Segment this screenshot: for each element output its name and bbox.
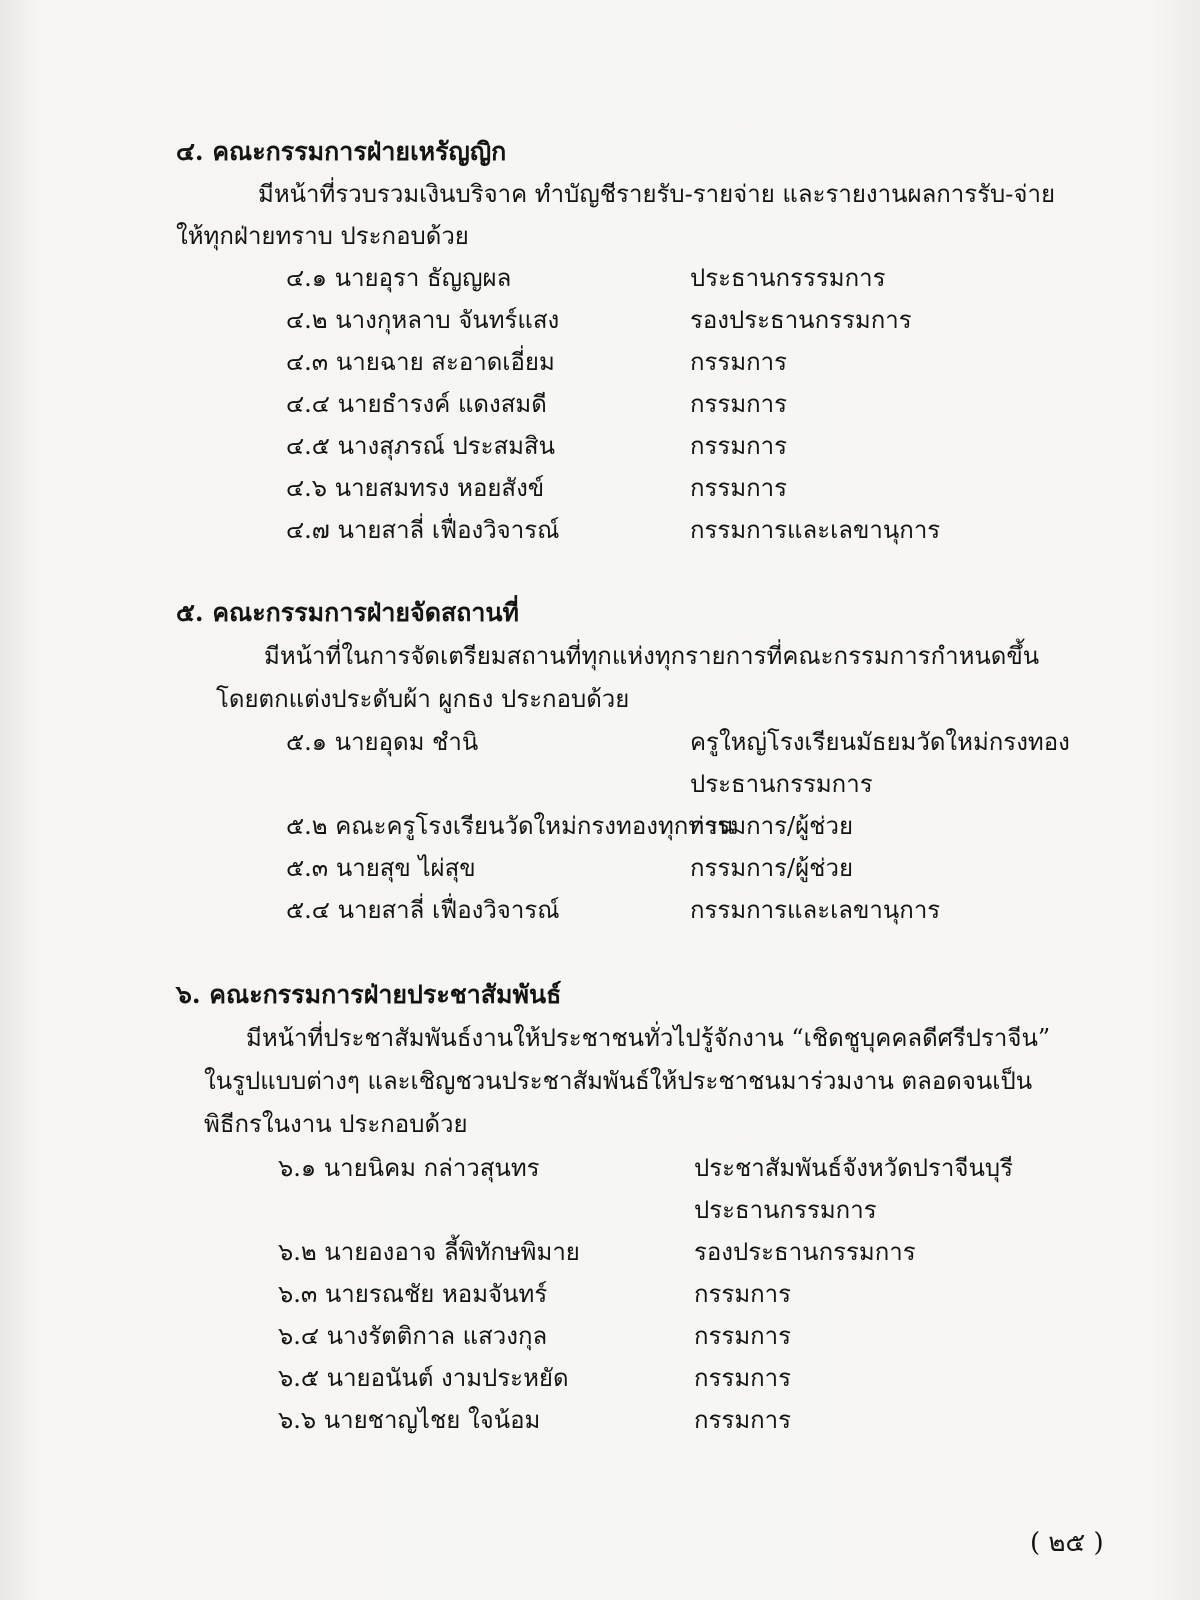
member-role: กรรมการ bbox=[690, 348, 788, 376]
member-name: ๖.๕ นายอนันต์ งามประหยัด bbox=[278, 1364, 569, 1392]
member-role: กรรมการ/ผู้ช่วย bbox=[690, 812, 854, 840]
member-name: ๖.๑ นายนิคม กล่าวสุนทร bbox=[278, 1154, 540, 1182]
member-name: ๖.๔ นางรัตติกาล แสวงกุล bbox=[278, 1322, 548, 1350]
member-name: ๖.๖ นายชาญไชย ใจน้อม bbox=[278, 1406, 541, 1434]
member-role: กรรมการ bbox=[694, 1364, 792, 1392]
member-role: ประธานกรรรมการ bbox=[690, 264, 886, 292]
section-6-heading: ๖. คณะกรรมการฝ่ายประชาสัมพันธ์ bbox=[176, 980, 562, 1009]
page-number: ( ๒๕ ) bbox=[1030, 1528, 1104, 1558]
member-role: กรรมการ bbox=[694, 1322, 792, 1350]
member-name: ๔.๔ นายธำรงค์ แดงสมดี bbox=[286, 390, 547, 418]
member-role: รองประธานกรรมการ bbox=[690, 306, 912, 334]
member-role-secondary: ประธานกรรมการ bbox=[690, 770, 873, 798]
member-name: ๕.๑ นายอุดม ชำนิ bbox=[286, 728, 479, 756]
section-4-member-row bbox=[0, 468, 1200, 508]
member-role: กรรมการ/ผู้ช่วย bbox=[690, 854, 854, 882]
section-5-member-row bbox=[0, 848, 1200, 888]
section-6-member-row bbox=[0, 1400, 1200, 1440]
section-5-member-row bbox=[0, 890, 1200, 930]
member-role: กรรมการและเลขานุการ bbox=[690, 516, 941, 544]
section-6-member-row bbox=[0, 1148, 1200, 1188]
section-6-desc-line-3: พิธีกรในงาน ประกอบด้วย bbox=[204, 1110, 468, 1138]
section-6-member-row bbox=[0, 1358, 1200, 1398]
member-name: ๕.๒ คณะครูโรงเรียนวัดใหม่กรงทองทุกท่าน bbox=[286, 812, 735, 840]
member-name: ๔.๒ นางกุหลาบ จันทร์แสง bbox=[286, 306, 560, 334]
member-role-secondary: ประธานกรรมการ bbox=[694, 1196, 877, 1224]
member-role: รองประธานกรรมการ bbox=[694, 1238, 916, 1266]
section-6-member-row bbox=[0, 1232, 1200, 1272]
section-5-desc-line-2: โดยตกแต่งประดับผ้า ผูกธง ประกอบด้วย bbox=[216, 685, 630, 713]
member-name: ๔.๗ นายสาลี่ เฟื่องวิจารณ์ bbox=[286, 516, 560, 544]
section-4-member-row bbox=[0, 342, 1200, 382]
section-5-desc-line-1: มีหน้าที่ในการจัดเตรียมสถานที่ทุกแห่งทุกรายการที่คณะกรรมการกำหนดขึ้น bbox=[264, 642, 1040, 670]
section-5-member-row bbox=[0, 806, 1200, 846]
section-4-heading: ๔. คณะกรรมการฝ่ายเหรัญญิก bbox=[176, 137, 507, 166]
section-6-member-row bbox=[0, 1274, 1200, 1314]
section-4-desc-line-1: มีหน้าที่รวบรวมเงินบริจาค ทำบัญชีรายรับ-รายจ่าย และรายงานผลการรับ-จ่าย bbox=[258, 180, 1056, 208]
section-5-heading: ๕. คณะกรรมการฝ่ายจัดสถานที่ bbox=[176, 598, 519, 627]
section-4-member-row bbox=[0, 258, 1200, 298]
section-4-desc-line-2: ให้ทุกฝ่ายทราบ ประกอบด้วย bbox=[176, 222, 469, 250]
member-name: ๖.๒ นายองอาจ ลี้พิทักษพิมาย bbox=[278, 1238, 580, 1266]
member-name: ๕.๓ นายสุข ไผ่สุข bbox=[286, 854, 476, 882]
member-name: ๔.๕ นางสุภรณ์ ประสมสิน bbox=[286, 432, 555, 460]
member-name: ๕.๔ นายสาลี่ เฟื่องวิจารณ์ bbox=[286, 896, 560, 924]
section-5-member-row-continued bbox=[0, 764, 1200, 804]
section-6-member-row bbox=[0, 1316, 1200, 1356]
member-role: กรรมการ bbox=[690, 474, 788, 502]
member-name: ๔.๑ นายอุรา ธัญญผล bbox=[286, 264, 512, 292]
member-name: ๖.๓ นายรณชัย หอมจันทร์ bbox=[278, 1280, 548, 1308]
section-4-member-row bbox=[0, 300, 1200, 340]
section-4-member-row bbox=[0, 510, 1200, 550]
section-6-desc-line-1: มีหน้าที่ประชาสัมพันธ์งานให้ประชาชนทั่วไปรู้จักงาน “เชิดชูบุคคลดีศรีปราจีน” bbox=[246, 1024, 1051, 1052]
member-role: ครูใหญ่โรงเรียนมัธยมวัดใหม่กรงทอง bbox=[690, 728, 1070, 756]
member-name: ๔.๖ นายสมทรง หอยสังข์ bbox=[286, 474, 545, 502]
section-6-desc-line-2: ในรูปแบบต่างๆ และเชิญชวนประชาสัมพันธ์ให้ประชาชนมาร่วมงาน ตลอดจนเป็น bbox=[204, 1067, 1033, 1095]
member-role: กรรมการ bbox=[690, 432, 788, 460]
section-5-member-row bbox=[0, 722, 1200, 762]
member-role: กรรมการและเลขานุการ bbox=[690, 896, 941, 924]
section-4-member-row bbox=[0, 426, 1200, 466]
section-4-member-row bbox=[0, 384, 1200, 424]
section-6-member-row-continued bbox=[0, 1190, 1200, 1230]
member-role: ประชาสัมพันธ์จังหวัดปราจีนบุรี bbox=[694, 1154, 1013, 1182]
member-role: กรรมการ bbox=[694, 1280, 792, 1308]
member-name: ๔.๓ นายฉาย สะอาดเอี่ยม bbox=[286, 348, 555, 376]
member-role: กรรมการ bbox=[690, 390, 788, 418]
member-role: กรรมการ bbox=[694, 1406, 792, 1434]
